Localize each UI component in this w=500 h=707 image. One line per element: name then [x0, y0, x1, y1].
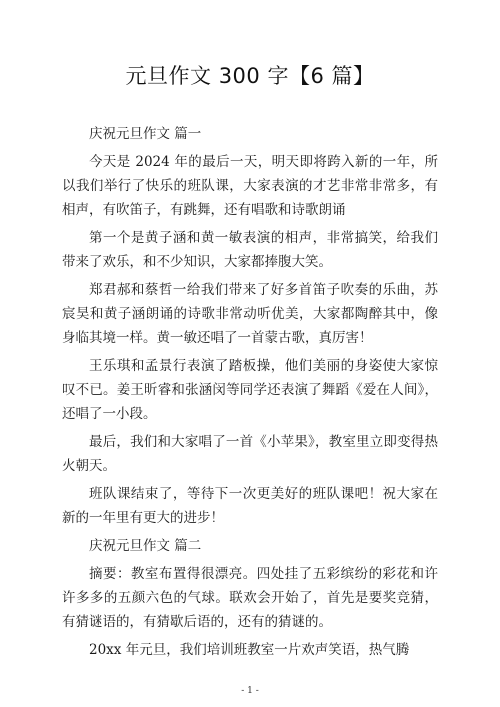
section-heading-2: 庆祝元旦作文 篇二 — [89, 538, 202, 554]
paragraph: 第一个是黄子涵和黄一敏表演的相声，非常搞笑，给我们带来了欢乐，和不少知识，大家都捧腹大笑。 — [62, 230, 438, 270]
page-number: - 1 - — [241, 686, 259, 696]
document-title: 元旦作文 300 字【6 篇】 — [125, 64, 375, 88]
paragraph: 最后，我们和大家唱了一首《小苹果》，教室里立即变得热火朝天。 — [62, 434, 438, 474]
document-body — [62, 122, 438, 666]
paragraph: 班队课结束了，等待下一次更美好的班队课吧！祝大家在新的一年里有更大的进步！ — [62, 486, 438, 526]
section-heading-1: 庆祝元旦作文 篇一 — [89, 126, 202, 142]
paragraph: 20xx 年元旦，我们培训班教室一片欢声笑语，热气腾 — [89, 642, 410, 658]
paragraph: 王乐琪和孟景行表演了踏板操，他们美丽的身姿使大家惊叹不已。姜王昕睿和张涵闵等同学还表演了舞蹈《爱在人间》，还唱了一小段。 — [62, 358, 438, 422]
paragraph: 摘要：教室布置得很漂亮。四处挂了五彩缤纷的彩花和许许多多的五颜六色的气球。联欢会开始了，首先是要奖竞猜，有猜谜语的，有猜歇后语的，还有的猜谜的。 — [62, 566, 438, 630]
paragraph: 今天是 2024 年的最后一天，明天即将跨入新的一年，所以我们举行了快乐的班队课，大家表演的才艺非常非常多，有相声，有吹笛子，有跳舞，还有唱歌和诗歌朗诵 — [62, 154, 438, 218]
paragraph: 郑君郝和蔡哲一给我们带来了好多首笛子吹奏的乐曲，苏宸昊和黄子涵朗诵的诗歌非常动听优美，大家都陶醉其中，像身临其境一样。黄一敏还唱了一首蒙古歌，真厉害！ — [62, 282, 438, 346]
